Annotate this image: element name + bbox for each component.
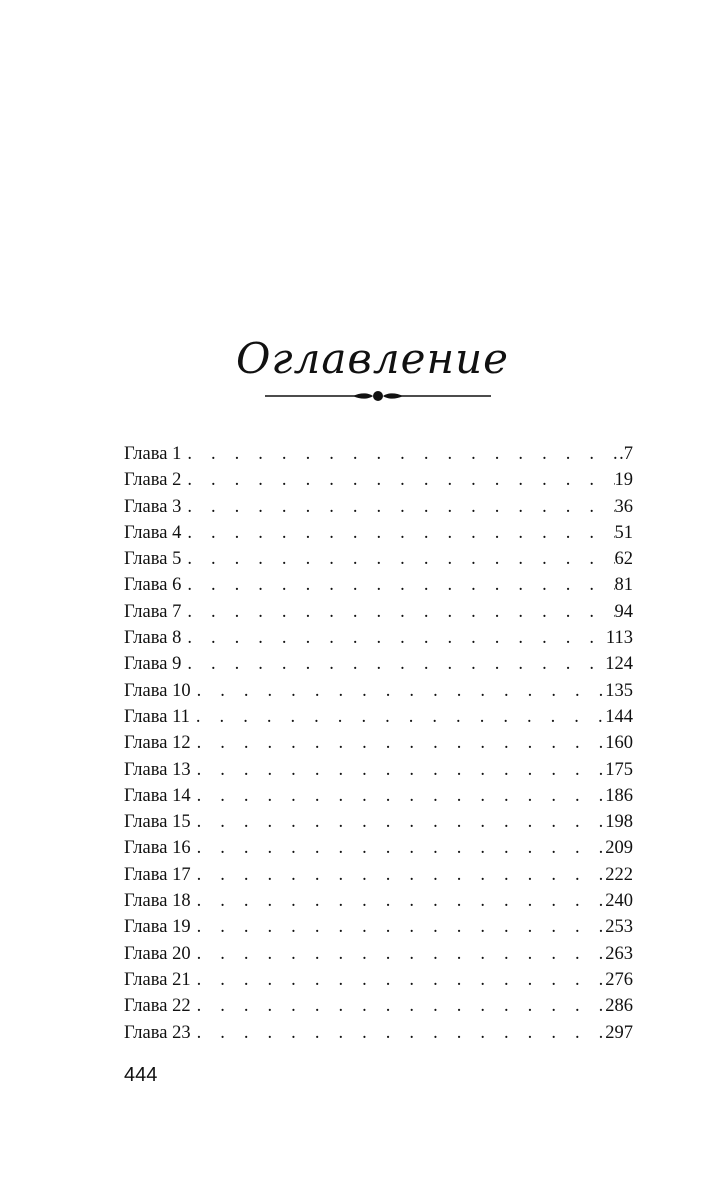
page-title: Оглавление — [235, 334, 510, 383]
toc-entry-page: 222 — [605, 864, 633, 885]
toc-entry-page: 62 — [614, 549, 633, 570]
toc-dot-leader — [191, 1020, 606, 1046]
toc-dot-leader — [181, 625, 606, 651]
toc-entry-label: Глава 16 — [124, 838, 191, 859]
toc-entry[interactable] — [124, 441, 633, 467]
toc-entry[interactable] — [124, 835, 633, 861]
toc-dot-leader — [191, 783, 606, 809]
toc-entry-page: 240 — [605, 891, 633, 912]
toc-dot-leader — [191, 888, 606, 914]
toc-entry-page: 160 — [605, 733, 633, 754]
toc-entry[interactable] — [124, 783, 633, 809]
table-of-contents — [124, 441, 633, 1046]
toc-entry-label: Глава 12 — [124, 733, 191, 754]
toc-entry-label: Глава 17 — [124, 864, 191, 885]
toc-entry[interactable] — [124, 494, 633, 520]
toc-entry-page: 297 — [605, 1022, 633, 1043]
toc-dot-leader — [191, 993, 606, 1019]
toc-entry-label: Глава 18 — [124, 891, 191, 912]
toc-entry-label: Глава 21 — [124, 969, 191, 990]
ornament-divider-icon — [265, 386, 491, 406]
toc-entry[interactable] — [124, 967, 633, 993]
toc-entry[interactable] — [124, 625, 633, 651]
toc-dot-leader — [181, 651, 605, 677]
toc-entry[interactable] — [124, 520, 633, 546]
toc-entry-page: 36 — [614, 496, 633, 517]
toc-entry[interactable] — [124, 888, 633, 914]
toc-dot-leader — [191, 914, 606, 940]
toc-dot-leader — [191, 757, 606, 783]
toc-entry-label: Глава 1 — [124, 444, 182, 464]
toc-entry-page: 81 — [614, 575, 633, 596]
toc-dot-leader — [181, 599, 614, 625]
toc-dot-leader — [191, 941, 606, 967]
toc-dot-leader — [191, 809, 606, 835]
toc-entry-page: 286 — [605, 996, 633, 1017]
toc-entry-label: Глава 20 — [124, 943, 191, 964]
toc-entry-page: .7 — [619, 444, 633, 464]
toc-entry[interactable] — [124, 757, 633, 783]
toc-entry-page: 186 — [605, 785, 633, 806]
toc-dot-leader — [181, 494, 614, 520]
toc-entry-label: Глава 5 — [124, 549, 182, 570]
toc-dot-leader — [191, 730, 606, 756]
toc-entry-page: 276 — [605, 969, 633, 990]
toc-entry-page: 51 — [614, 522, 633, 543]
toc-entry[interactable] — [124, 1020, 633, 1046]
toc-dot-leader — [181, 441, 619, 467]
toc-entry-page: 209 — [605, 838, 633, 859]
toc-entry[interactable] — [124, 546, 633, 572]
toc-entry-page: 198 — [605, 812, 633, 833]
toc-entry[interactable] — [124, 572, 633, 598]
toc-entry-page: 263 — [605, 943, 633, 964]
toc-entry-label: Глава 9 — [124, 654, 182, 675]
toc-entry[interactable] — [124, 941, 633, 967]
toc-entry-label: Глава 14 — [124, 785, 191, 806]
toc-entry-label: Глава 2 — [124, 470, 182, 491]
toc-entry-page: 94 — [614, 601, 633, 622]
toc-dot-leader — [181, 546, 614, 572]
toc-entry-page: 175 — [605, 759, 633, 780]
toc-entry-label: Глава 10 — [124, 680, 191, 701]
toc-dot-leader — [191, 967, 606, 993]
toc-entry-label: Глава 23 — [124, 1022, 191, 1043]
toc-entry-page: 124 — [605, 654, 633, 675]
toc-entry-label: Глава 11 — [124, 706, 190, 727]
toc-entry-label: Глава 4 — [124, 522, 182, 543]
toc-entry-label: Глава 3 — [124, 496, 182, 517]
toc-dot-leader — [181, 520, 614, 546]
toc-entry[interactable] — [124, 704, 633, 730]
toc-dot-leader — [181, 467, 614, 493]
toc-dot-leader — [191, 835, 606, 861]
toc-entry[interactable] — [124, 599, 633, 625]
toc-entry-label: Глава 8 — [124, 628, 182, 649]
toc-entry[interactable] — [124, 467, 633, 493]
toc-entry-label: Глава 6 — [124, 575, 182, 596]
toc-entry-label: Глава 22 — [124, 996, 191, 1017]
toc-entry[interactable] — [124, 809, 633, 835]
toc-entry-page: 253 — [605, 917, 633, 938]
toc-entry[interactable] — [124, 993, 633, 1019]
toc-dot-leader — [181, 572, 614, 598]
toc-entry[interactable] — [124, 651, 633, 677]
toc-entry-page: 113 — [605, 628, 633, 649]
toc-entry-label: Глава 19 — [124, 917, 191, 938]
toc-dot-leader — [191, 678, 606, 704]
toc-entry[interactable] — [124, 678, 633, 704]
toc-entry-label: Глава 15 — [124, 812, 191, 833]
toc-entry-page: 19 — [614, 470, 633, 491]
toc-entry[interactable] — [124, 914, 633, 940]
toc-dot-leader — [191, 862, 606, 888]
toc-entry-label: Глава 7 — [124, 601, 182, 622]
toc-entry[interactable] — [124, 730, 633, 756]
page-number: 444 — [124, 1064, 158, 1086]
toc-entry-page: 144 — [605, 706, 633, 727]
toc-entry-label: Глава 13 — [124, 759, 191, 780]
toc-dot-leader — [190, 704, 605, 730]
toc-entry-page: 135 — [605, 680, 633, 701]
toc-entry[interactable] — [124, 862, 633, 888]
